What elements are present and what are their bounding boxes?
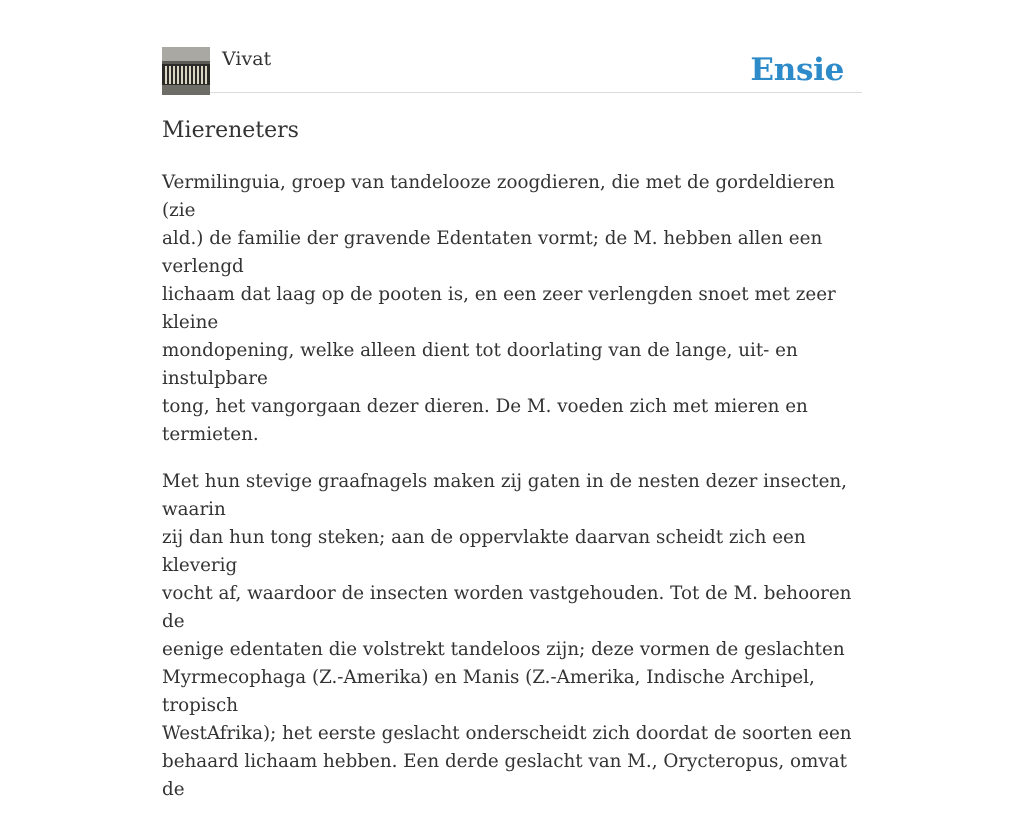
paragraph: Vermilinguia, groep van tandelooze zoogdieren, die met de gordeldieren (zie ald.) de familie der gravende Edentaten vormt; de M. hebben allen een verlengd lichaam dat laag op de pooten is, en een zeer verlengden snoet met zeer kleine mondopening, welke alleen dient tot doorlating van de lange, uit- en instulpbare tong, het vangorgaan dezer dieren. De M. voeden zich met mieren en termieten. <box>162 172 836 445</box>
page-header <box>162 47 862 93</box>
paragraph: Met hun stevige graafnagels maken zij gaten in de nesten dezer insecten, waarin zij dan hun tong steken; aan de oppervlakte daarvan scheidt zich een kleverig vocht af, waardoor de insecten worden vastgehouden. Tot de M. behooren de eenige edentaten die volstrekt tandeloos zijn; deze vormen de geslachten Myrmecophaga (Z.-Amerika) en Manis (Z.-Amerika, Indische Archipel, tropisch WestAfrika); het eerste geslacht onderscheidt zich doordat de soorten een behaard lichaam hebben. Een derde geslacht van M., Orycteropus, omvat de <box>162 471 852 800</box>
author-name[interactable]: Vivat <box>222 48 272 70</box>
site-logo[interactable]: Ensie <box>750 52 844 88</box>
bookshelf-icon <box>162 47 210 95</box>
article-title: Miereneters <box>162 118 299 143</box>
author-avatar[interactable] <box>162 47 210 95</box>
article-body <box>162 169 872 823</box>
